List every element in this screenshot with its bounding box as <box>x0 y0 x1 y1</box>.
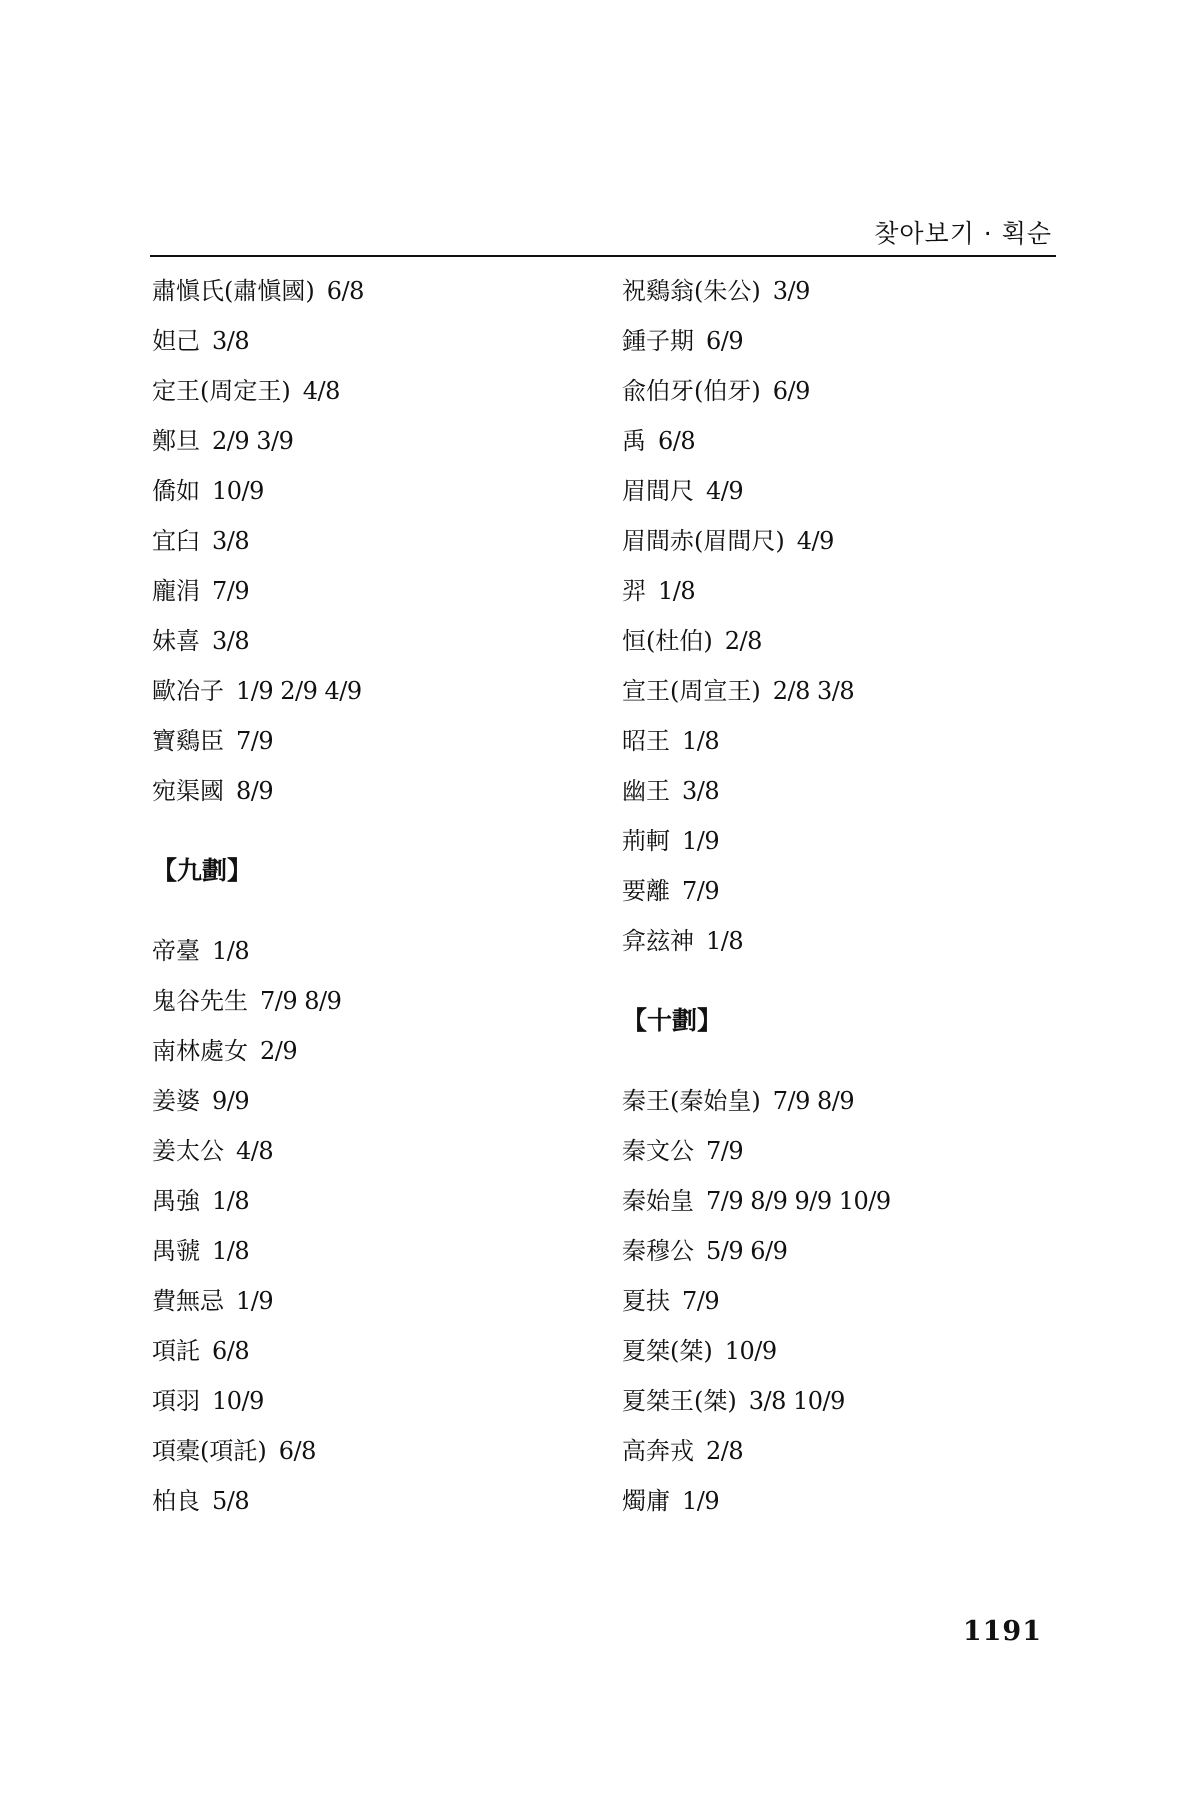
entry-name: 燭庸 <box>622 1487 670 1515</box>
index-entry <box>622 716 1062 766</box>
entry-name: 妹喜 <box>152 627 200 655</box>
index-entry <box>622 316 1062 366</box>
index-entry <box>622 916 1062 966</box>
entry-name: 定王(周定王) <box>152 377 291 405</box>
entry-name: 僑如 <box>152 477 200 505</box>
entry-page-refs: 1/8 <box>658 577 696 605</box>
index-entry <box>622 516 1062 566</box>
entry-name: 夏桀王(桀) <box>622 1387 737 1415</box>
entry-page-refs: 7/9 <box>682 1287 720 1315</box>
entry-name: 高奔戎 <box>622 1437 694 1465</box>
index-column-right <box>622 266 1062 1526</box>
entry-name: 秦始皇 <box>622 1187 694 1215</box>
entry-name: 宛渠國 <box>152 777 224 805</box>
entry-name: 禺虢 <box>152 1237 200 1265</box>
entry-name: 恒(杜伯) <box>622 627 713 655</box>
index-entry <box>152 1276 592 1326</box>
entry-page-refs: 1/9 <box>682 1487 720 1515</box>
index-entry <box>152 1476 592 1526</box>
nine-strokes-entry-list <box>152 926 592 1526</box>
entry-page-refs: 1/9 <box>236 1287 274 1315</box>
entry-name: 柏良 <box>152 1487 200 1515</box>
entry-page-refs: 4/8 <box>302 377 340 405</box>
index-entry <box>152 466 592 516</box>
entry-name: 項橐(項託) <box>152 1437 267 1465</box>
index-entry <box>152 316 592 366</box>
entry-page-refs: 10/9 <box>212 477 264 505</box>
entry-name: 宣王(周宣王) <box>622 677 761 705</box>
entry-name: 肅愼氏(肅愼國) <box>152 277 315 305</box>
entry-page-refs: 1/8 <box>682 727 720 755</box>
entry-page-refs: 1/8 <box>212 937 250 965</box>
entry-page-refs: 1/9 <box>682 827 720 855</box>
section-heading-ten-strokes: 【十劃】 <box>622 1006 723 1035</box>
entry-page-refs: 7/9 <box>212 577 250 605</box>
running-head: 찾아보기 · 획순 <box>874 219 1052 248</box>
index-entry <box>622 566 1062 616</box>
entry-page-refs: 1/9 2/9 4/9 <box>236 677 362 705</box>
index-entry <box>622 1326 1062 1376</box>
entry-page-refs: 1/8 <box>212 1237 250 1265</box>
entry-page-refs: 3/9 <box>772 277 810 305</box>
right-entry-list <box>622 266 1062 966</box>
index-entry <box>152 926 592 976</box>
entry-name: 昭王 <box>622 727 670 755</box>
index-entry <box>152 266 592 316</box>
entry-name: 帝臺 <box>152 937 200 965</box>
index-entry <box>622 1226 1062 1276</box>
index-entry <box>152 1376 592 1426</box>
entry-name: 秦王(秦始皇) <box>622 1087 761 1115</box>
ten-strokes-entry-list <box>622 1076 1062 1526</box>
entry-name: 項託 <box>152 1337 200 1365</box>
left-entry-list <box>152 266 592 816</box>
entry-name: 項羽 <box>152 1387 200 1415</box>
entry-name: 祝鷄翁(朱公) <box>622 277 761 305</box>
entry-name: 妲己 <box>152 327 200 355</box>
index-entry <box>152 766 592 816</box>
entry-page-refs: 2/8 3/8 <box>772 677 855 705</box>
entry-page-refs: 7/9 <box>682 877 720 905</box>
entry-name: 羿 <box>622 577 646 605</box>
entry-page-refs: 3/8 <box>212 327 250 355</box>
entry-page-refs: 1/8 <box>212 1187 250 1215</box>
index-entry <box>622 866 1062 916</box>
entry-name: 眉間尺 <box>622 477 694 505</box>
entry-page-refs: 3/8 <box>682 777 720 805</box>
entry-page-refs: 5/8 <box>212 1487 250 1515</box>
index-entry <box>152 1426 592 1476</box>
index-entry <box>152 1176 592 1226</box>
entry-page-refs: 2/8 <box>706 1437 744 1465</box>
index-entry <box>622 466 1062 516</box>
entry-page-refs: 7/9 8/9 <box>260 987 342 1015</box>
index-entry <box>152 366 592 416</box>
entry-page-refs: 3/8 <box>212 627 250 655</box>
entry-name: 歐冶子 <box>152 677 224 705</box>
entry-name: 鄭旦 <box>152 427 200 455</box>
index-entry <box>622 1126 1062 1176</box>
index-entry <box>622 1076 1062 1126</box>
entry-name: 弇玆神 <box>622 927 694 955</box>
entry-page-refs: 1/8 <box>706 927 744 955</box>
entry-page-refs: 9/9 <box>212 1087 250 1115</box>
entry-name: 鍾子期 <box>622 327 694 355</box>
index-entry <box>622 616 1062 666</box>
entry-name: 夏桀(桀) <box>622 1337 713 1365</box>
entry-page-refs: 6/8 <box>278 1437 316 1465</box>
entry-page-refs: 5/9 6/9 <box>706 1237 788 1265</box>
index-entry <box>622 366 1062 416</box>
entry-name: 姜婆 <box>152 1087 200 1115</box>
header-rule <box>150 255 1056 257</box>
entry-page-refs: 3/8 10/9 <box>748 1387 845 1415</box>
index-entry <box>622 1176 1062 1226</box>
index-entry <box>152 976 592 1026</box>
index-entry <box>152 666 592 716</box>
entry-name: 眉間赤(眉間尺) <box>622 527 785 555</box>
entry-page-refs: 6/8 <box>212 1337 250 1365</box>
section-gap <box>622 1046 1062 1076</box>
entry-page-refs: 2/8 <box>724 627 762 655</box>
entry-name: 禹 <box>622 427 646 455</box>
entry-page-refs: 7/9 8/9 9/9 10/9 <box>706 1187 891 1215</box>
entry-name: 姜太公 <box>152 1137 224 1165</box>
entry-page-refs: 2/9 3/9 <box>212 427 294 455</box>
index-entry <box>622 1476 1062 1526</box>
index-entry <box>152 1076 592 1126</box>
entry-page-refs: 4/8 <box>236 1137 274 1165</box>
entry-name: 寶鷄臣 <box>152 727 224 755</box>
page-number: 1191 <box>962 1616 1042 1647</box>
index-entry <box>152 1126 592 1176</box>
index-entry <box>152 566 592 616</box>
entry-page-refs: 4/9 <box>706 477 744 505</box>
index-entry <box>152 1226 592 1276</box>
entry-page-refs: 10/9 <box>724 1337 777 1365</box>
entry-name: 宜臼 <box>152 527 200 555</box>
index-entry <box>622 1376 1062 1426</box>
section-gap <box>622 966 1062 996</box>
section-gap <box>152 816 592 846</box>
entry-page-refs: 6/8 <box>658 427 696 455</box>
entry-name: 夏扶 <box>622 1287 670 1315</box>
entry-page-refs: 6/8 <box>326 277 364 305</box>
entry-page-refs: 7/9 8/9 <box>772 1087 855 1115</box>
entry-page-refs: 7/9 <box>706 1137 744 1165</box>
index-entry <box>152 516 592 566</box>
entry-page-refs: 2/9 <box>260 1037 298 1065</box>
section-gap <box>152 896 592 926</box>
index-entry <box>152 416 592 466</box>
index-entry <box>622 766 1062 816</box>
entry-name: 南林處女 <box>152 1037 248 1065</box>
entry-name: 兪伯牙(伯牙) <box>622 377 761 405</box>
entry-name: 幽王 <box>622 777 670 805</box>
entry-page-refs: 8/9 <box>236 777 274 805</box>
index-entry <box>622 416 1062 466</box>
index-entry <box>622 1276 1062 1326</box>
section-heading-nine-strokes: 【九劃】 <box>152 856 253 885</box>
entry-name: 鬼谷先生 <box>152 987 248 1015</box>
entry-name: 要離 <box>622 877 670 905</box>
index-entry <box>622 1426 1062 1476</box>
index-entry <box>152 716 592 766</box>
entry-name: 秦穆公 <box>622 1237 694 1265</box>
index-column-left <box>152 266 592 1526</box>
entry-page-refs: 10/9 <box>212 1387 264 1415</box>
index-entry <box>152 1326 592 1376</box>
entry-page-refs: 6/9 <box>772 377 810 405</box>
entry-name: 費無忌 <box>152 1287 224 1315</box>
entry-page-refs: 4/9 <box>796 527 834 555</box>
entry-name: 龐涓 <box>152 577 200 605</box>
index-entry <box>622 816 1062 866</box>
index-entry <box>622 266 1062 316</box>
entry-page-refs: 3/8 <box>212 527 250 555</box>
entry-name: 禺強 <box>152 1187 200 1215</box>
entry-page-refs: 6/9 <box>706 327 744 355</box>
index-entry <box>152 1026 592 1076</box>
entry-name: 秦文公 <box>622 1137 694 1165</box>
index-entry <box>622 666 1062 716</box>
entry-name: 荊軻 <box>622 827 670 855</box>
entry-page-refs: 7/9 <box>236 727 274 755</box>
index-entry <box>152 616 592 666</box>
